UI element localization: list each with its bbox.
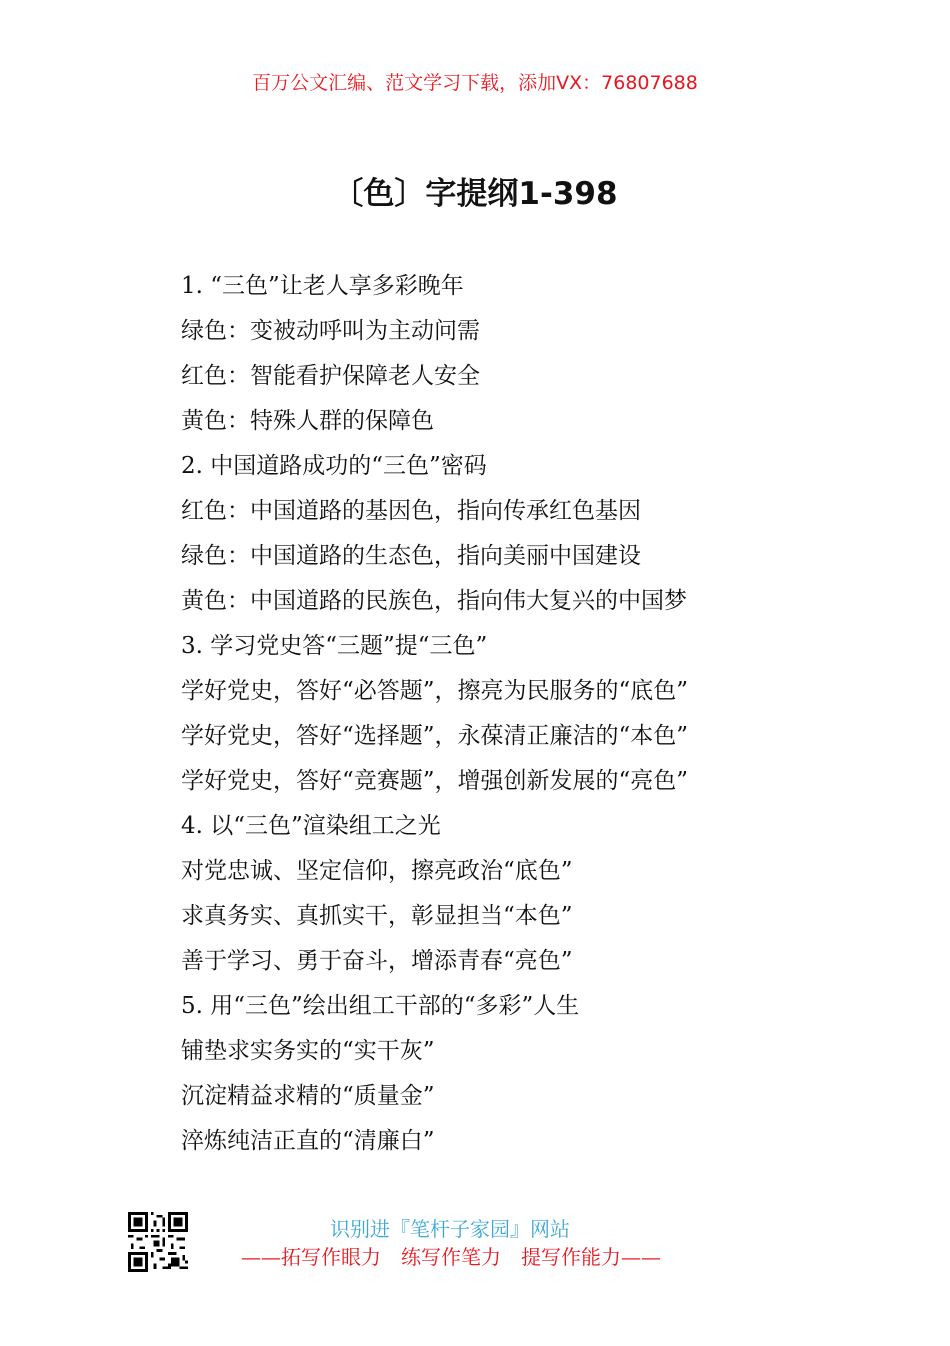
footer-site-line: 识别进『笔杆子家园』网站 bbox=[330, 1217, 570, 1241]
text-line: 学好党史，答好“选择题”，永葆清正廉洁的“本色” bbox=[181, 723, 689, 749]
text-line: 黄色：特殊人群的保障色 bbox=[181, 408, 434, 434]
text-line: 绿色：变被动呼叫为主动问需 bbox=[181, 318, 480, 344]
text-line: 绿色：中国道路的生态色，指向美丽中国建设 bbox=[181, 543, 641, 569]
header-banner: 百万公文汇编、范文学习下载，添加VX：76807688 bbox=[252, 72, 698, 94]
text-line: 4. 以“三色”渲染组工之光 bbox=[181, 813, 441, 839]
text-line: 对党忠诚、坚定信仰，擦亮政治“底色” bbox=[181, 858, 573, 884]
text-line: 淬炼纯洁正直的“清廉白” bbox=[181, 1128, 435, 1154]
text-line: 善于学习、勇于奋斗，增添青春“亮色” bbox=[181, 948, 573, 974]
text-line: 学好党史，答好“必答题”，擦亮为民服务的“底色” bbox=[181, 678, 689, 704]
text-line: 铺垫求实务实的“实干灰” bbox=[181, 1038, 435, 1064]
text-line: 2. 中国道路成功的“三色”密码 bbox=[181, 453, 487, 479]
text-line: 求真务实、真抓实干，彰显担当“本色” bbox=[181, 903, 573, 929]
text-line: 3. 学习党史答“三题”提“三色” bbox=[181, 633, 488, 659]
text-line: 学好党史，答好“竞赛题”，增强创新发展的“亮色” bbox=[181, 768, 689, 794]
text-line: 红色：中国道路的基因色，指向传承红色基因 bbox=[181, 498, 641, 524]
text-line: 1. “三色”让老人享多彩晚年 bbox=[181, 273, 464, 299]
qr-code-icon bbox=[128, 1212, 188, 1272]
page-title: 〔色〕字提纲1-398 bbox=[332, 176, 618, 212]
text-line: 黄色：中国道路的民族色，指向伟大复兴的中国梦 bbox=[181, 588, 687, 614]
footer-slogan-line: ——拓写作眼力 练写作笔力 提写作能力—— bbox=[241, 1245, 661, 1269]
text-line: 沉淀精益求精的“质量金” bbox=[181, 1083, 435, 1109]
text-line: 红色：智能看护保障老人安全 bbox=[181, 363, 480, 389]
document-body bbox=[181, 264, 881, 1164]
text-line: 5. 用“三色”绘出组工干部的“多彩”人生 bbox=[181, 993, 580, 1019]
